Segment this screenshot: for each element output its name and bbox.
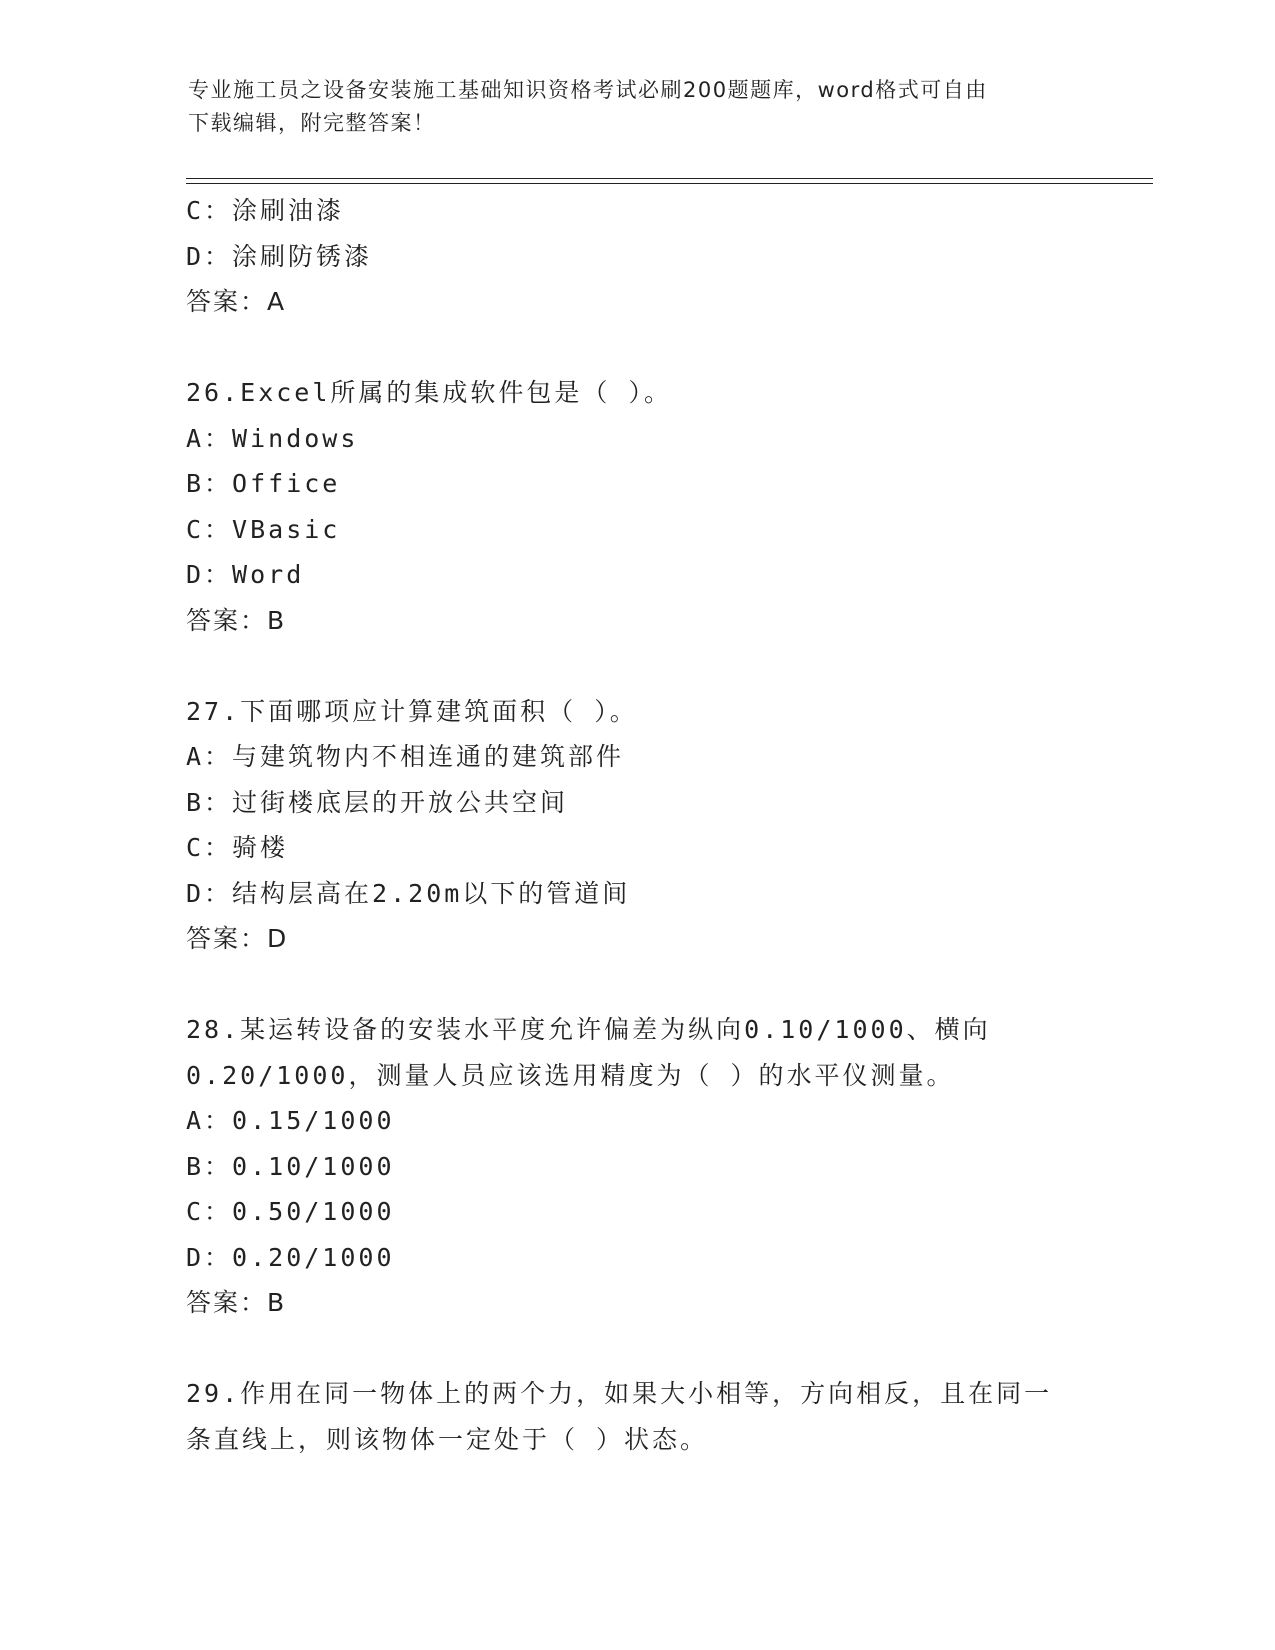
option-d: D：0.20/1000	[186, 1242, 395, 1272]
question-stem-continued: 条直线上，则该物体一定处于（ ）状态。	[186, 1424, 709, 1454]
option-c: C：骑楼	[186, 833, 289, 862]
option-b: B：Office	[186, 469, 341, 498]
option-c: C：0.50/1000	[186, 1197, 395, 1226]
document-header	[188, 74, 1068, 140]
spacer	[186, 643, 1166, 689]
option-a: A：与建筑物内不相连通的建筑部件	[186, 742, 625, 771]
header-line-2: 下载编辑，附完整答案！	[188, 111, 436, 135]
spacer	[186, 962, 1166, 1008]
option-c: C：涂刷油漆	[186, 196, 345, 225]
option-a: A：0.15/1000	[186, 1106, 395, 1135]
answer-line: 答案：D	[186, 924, 289, 953]
question-list	[186, 188, 1166, 1462]
option-b: B：0.10/1000	[186, 1151, 395, 1181]
header-divider-top	[186, 178, 1153, 179]
option-c: C：VBasic	[186, 514, 341, 544]
question-stem: 26.Excel所属的集成软件包是（ ）。	[186, 378, 672, 407]
question-stem: 29.作用在同一物体上的两个力，如果大小相等，方向相反，且在同一	[186, 1379, 1053, 1408]
question-stem: 28.某运转设备的安装水平度允许偏差为纵向0.10/1000、横向	[186, 1015, 991, 1044]
option-d: D：结构层高在2.20m以下的管道间	[186, 878, 631, 908]
answer-line: 答案：A	[186, 287, 287, 316]
option-d: D：Word	[186, 560, 305, 589]
header-line-1: 专业施工员之设备安装施工基础知识资格考试必刷200题题库，word格式可自由	[188, 78, 988, 102]
option-a: A：Windows	[186, 423, 359, 453]
question-stem: 27.下面哪项应计算建筑面积（ ）。	[186, 696, 638, 726]
answer-line: 答案：B	[186, 605, 287, 635]
header-divider-bottom	[186, 183, 1153, 184]
spacer	[186, 1326, 1166, 1372]
option-b: B：过街楼底层的开放公共空间	[186, 787, 569, 817]
answer-line: 答案：B	[186, 1288, 287, 1317]
question-stem-continued: 0.20/1000，测量人员应该选用精度为（ ）的水平仪测量。	[186, 1060, 955, 1090]
spacer	[186, 325, 1166, 371]
option-d: D：涂刷防锈漆	[186, 241, 373, 271]
